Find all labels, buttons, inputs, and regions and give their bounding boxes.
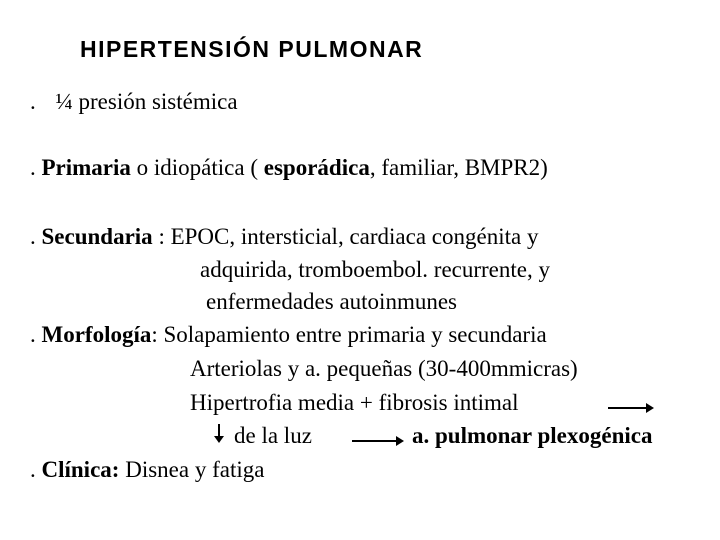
item-presion <box>30 90 238 113</box>
presion-text: ¼ presión sistémica <box>55 89 238 114</box>
arrow-right-icon <box>608 407 652 409</box>
bullet: . <box>30 457 36 482</box>
primaria-text-2: , familiar, BMPR2) <box>369 155 548 180</box>
morfologia-line-4-bold <box>412 424 652 447</box>
item-morfologia <box>30 323 547 346</box>
bullet: . <box>30 89 36 114</box>
clinica-text: Disnea y fatiga <box>119 457 265 482</box>
plexogenica-label: a. pulmonar plexogénica <box>412 423 653 448</box>
arrow-down-icon <box>218 424 220 441</box>
primaria-label: Primaria <box>41 155 131 180</box>
clinica-label: Clínica: <box>41 457 120 482</box>
morfologia-line-2: Arteriolas y a. pequeñas (30-400mmicras) <box>190 356 578 381</box>
morfologia-label: Morfología <box>41 322 152 347</box>
morfologia-line-3: Hipertrofia media + fibrosis intimal <box>190 390 519 415</box>
morfologia-line-4-text: de la luz <box>234 423 312 448</box>
item-clinica <box>30 458 264 481</box>
secundaria-label: Secundaria <box>41 224 153 249</box>
item-secundaria <box>30 225 538 248</box>
arrow-right-icon <box>352 440 402 442</box>
bullet: . <box>30 322 36 347</box>
bullet: . <box>30 155 36 180</box>
esporadica-label: esporádica <box>263 155 370 180</box>
secundaria-text: : EPOC, intersticial, cardiaca congénita y <box>152 224 539 249</box>
item-primaria <box>30 156 548 179</box>
bullet: . <box>30 224 36 249</box>
slide-title: HIPERTENSIÓN PULMONAR <box>80 36 424 62</box>
secundaria-line-3: enfermedades autoinmunes <box>206 289 457 314</box>
morfologia-text: : Solapamiento entre primaria y secundaria <box>151 322 547 347</box>
primaria-text-1: o idiopática ( <box>130 155 264 180</box>
secundaria-line-2: adquirida, tromboembol. recurrente, y <box>200 257 550 282</box>
